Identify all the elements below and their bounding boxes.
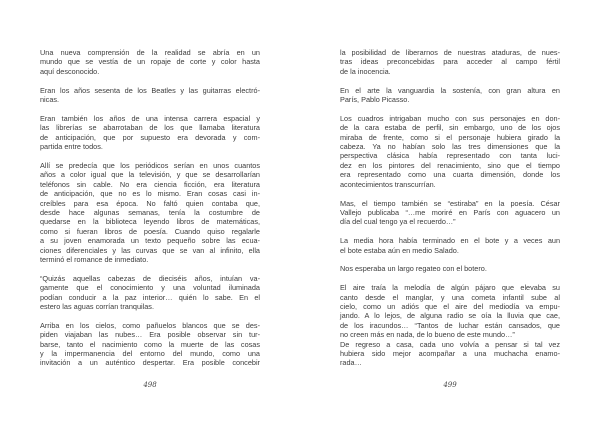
text-line: el bote estaba aún en medio Salado. — [340, 245, 459, 255]
text-line: y la impermanencia del entorno del mundo, como una — [40, 349, 260, 358]
paragraph — [40, 321, 260, 368]
text-line: rada… — [340, 358, 362, 368]
text-line: tras ideas preconcebidas para acceder al campo fértil — [340, 57, 560, 67]
text-line: no creen más en nada, de lo bueno de este mundo…” — [340, 330, 515, 340]
paragraph — [340, 86, 560, 105]
page-number-left: 498 — [143, 381, 157, 389]
text-line: hubiera sido mejor acompañar a una muchacha enamo- — [340, 349, 560, 358]
text-line: Eran también los años de una intensa carrera espacial y — [40, 113, 260, 123]
text-line: perspectiva clásica había representado con tanta luci- — [340, 151, 560, 161]
text-line: Una nueva comprensión de la realidad se abría en un — [40, 48, 260, 57]
paragraph — [340, 264, 560, 273]
text-line: Eran los años sesenta de los Beatles y las guitarras electró- — [40, 85, 260, 95]
text-line: miraba de frente, como si el personaje hubiera girado la — [340, 132, 560, 142]
paragraph — [40, 161, 260, 264]
text-line: ciones diferenciales y las curvas que se van al infinito, ella — [40, 245, 260, 255]
text-line: años a color igual que la televisión, y que se desarrollarían — [40, 170, 260, 180]
text-line: terminó el romance de inmediato. — [40, 254, 149, 264]
text-line: era representado como una cuarta dimensión, donde los — [340, 170, 560, 180]
text-line: Nos esperaba un largo regateo con el botero. — [340, 264, 487, 274]
text-line: canto desde el manglar, y una cometa infantil sube al — [340, 292, 560, 302]
text-line: piden viajaban las nubes… Era posible observar sin tur- — [40, 330, 260, 340]
paragraph — [340, 236, 560, 255]
text-line: Allí se predecía que los periódicos serían en unos cuantos — [40, 160, 260, 170]
text-line: gamente que el conocimiento y una voluntad iluminada — [40, 283, 260, 293]
text-line: las librerías se abarrotaban de los que llamaba literatura — [40, 123, 260, 133]
paragraph — [340, 199, 560, 227]
text-line: aquí desconocido. — [40, 66, 100, 76]
text-line: París, Pablo Picasso. — [340, 95, 410, 105]
text-line: desde hace algunas semanas, tenía la costumbre de — [40, 207, 260, 217]
text-line: dez en los pintores del renacimiento, sino que el tiempo — [340, 160, 560, 170]
text-line: creíbles para esa época. No faltó quien contaba que, — [40, 198, 260, 208]
text-line: podían conducir a la paz interior… quién lo sabe. En el — [40, 292, 260, 302]
paragraph — [40, 274, 260, 312]
text-line: partida entre todos. — [40, 142, 103, 152]
text-line: estero las aguas corrían tranquilas. — [40, 301, 154, 311]
text-line: jando. A lo lejos, de alguna radio se oía la lluvia que cae, — [340, 311, 560, 321]
text-line: Los cuadros intrigaban mucho con sus personajes en don- — [340, 113, 560, 123]
text-line: de anticipación, que por supuesto era devorada y com- — [40, 132, 260, 142]
paragraph — [340, 340, 560, 368]
paragraph — [340, 48, 560, 76]
paragraph — [340, 283, 560, 339]
paragraph — [340, 114, 560, 189]
text-line: día del cual tengo ya el recuerdo…” — [340, 217, 456, 227]
text-line: Vallejo publicaba “…me moriré en París con aguacero un — [340, 207, 560, 217]
text-line: de la inocencia. — [340, 66, 391, 76]
text-line: quedarse en la biblioteca leyendo libros de matemáticas, — [40, 217, 260, 227]
text-line: De regreso a casa, cada uno volvía a pensar si tal vez — [340, 339, 560, 349]
page-number-right: 499 — [443, 381, 457, 389]
text-line: El aire traía la melodía de algún pájaro que elevaba su — [340, 283, 560, 293]
left-page-body — [40, 48, 260, 408]
text-line: Mas, el tiempo también se “estiraba” en la poesía. César — [340, 198, 560, 208]
text-line: de anticipación, que no es lo mismo. Eran cosas casi in- — [40, 189, 260, 199]
text-line: En el arte la vanguardia la sostenía, con gran altura en — [340, 85, 560, 95]
paragraph — [40, 86, 260, 105]
text-line: barse, tanto el nacimiento como la muerte de las cosas — [40, 339, 260, 349]
right-page-body — [340, 48, 560, 408]
text-line: La media hora había terminado en el bote y a veces aun — [340, 236, 560, 246]
text-line: acontecimientos transcurrían. — [340, 179, 436, 189]
paragraph — [40, 114, 260, 152]
text-line: cielo, como un adiós que el aire del mediodía va empu- — [340, 301, 560, 311]
text-line: de la cara estaba de perfil, sin embargo, uno de los ojos — [340, 123, 560, 133]
text-line: cabeza. Ya no habían solo las tres dimensiones que la — [340, 142, 560, 152]
text-line: nicas. — [40, 95, 60, 105]
text-line: Arriba en los cielos, como pañuelos blancos que se des- — [40, 320, 260, 330]
paragraph — [40, 48, 260, 76]
text-line: teléfonos sin cable. No era ciencia ficción, era literatura — [40, 179, 260, 189]
text-line: como si fueran libros de poesía. Cuando quiso regalarle — [40, 226, 260, 236]
text-line: la posibilidad de liberarnos de nuestras ataduras, de nues- — [340, 48, 560, 57]
text-line: mundo que se vestía de un ropaje de corte y color hasta — [40, 57, 260, 67]
text-line: de los iracundos… “Tantos de luchar están cansados, que — [340, 320, 560, 330]
text-line: invitación a un auténtico despertar. Era posible concebir — [40, 358, 260, 368]
text-line: “Quizás aquellas cabezas de dieciséis años, intuían va- — [40, 273, 260, 283]
text-line: a su joven enamorada un texto pequeño sobre las ecua- — [40, 236, 260, 246]
